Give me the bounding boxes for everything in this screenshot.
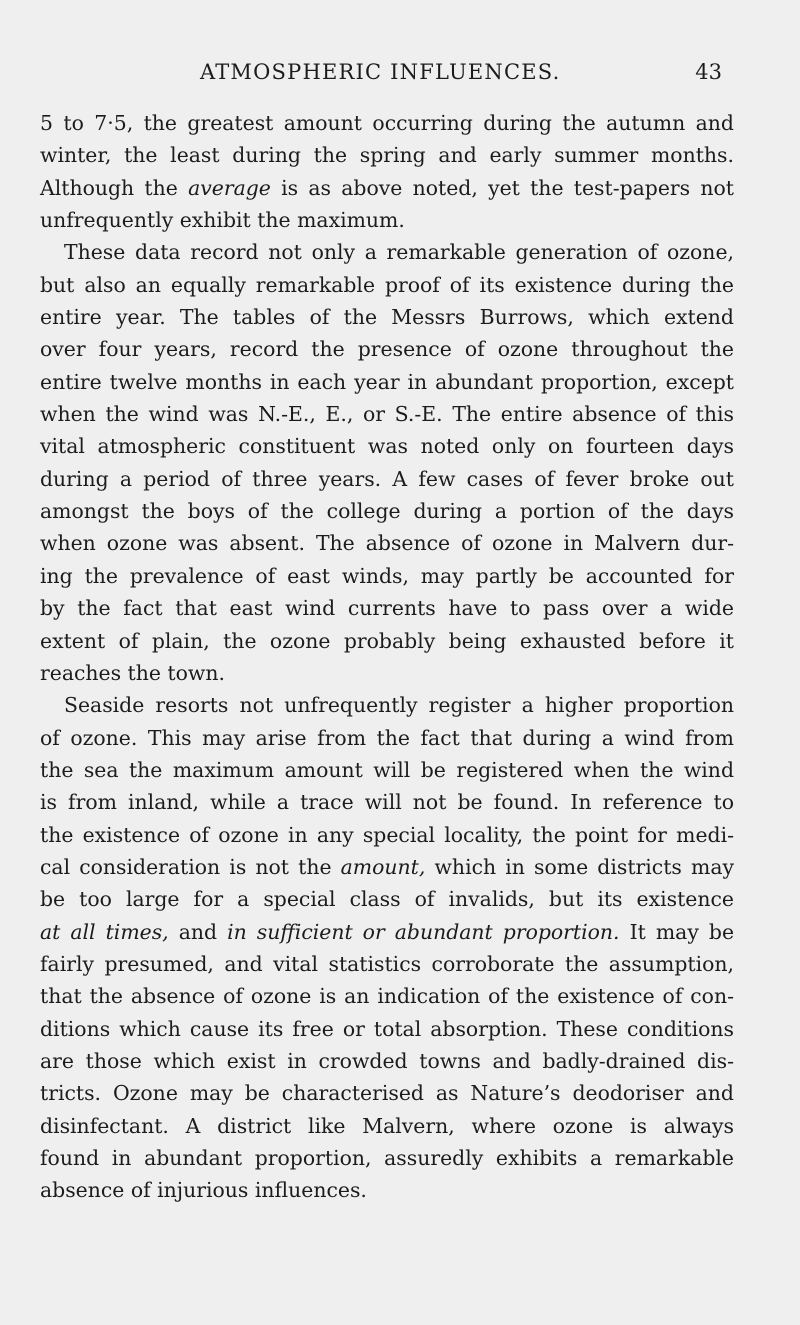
text-run: It may be <box>619 919 735 944</box>
page-number: 43 <box>695 60 722 84</box>
running-title: ATMOSPHERIC INFLUENCES. <box>200 60 561 84</box>
text-line: vital atmospheric constituent was noted only on fourteen days <box>40 434 734 459</box>
paragraph-first-line: Seaside resorts not unfrequently register a higher proportion <box>64 693 734 718</box>
text-line <box>40 916 734 948</box>
text-line: absence of injurious influences. <box>40 1178 367 1203</box>
text-line: amongst the boys of the college during a portion of the days <box>40 499 734 524</box>
text-line: 5 to 7·5, the greatest amount occurring during the autumn and <box>40 111 734 135</box>
body-text <box>40 107 734 1207</box>
text-line <box>40 172 734 204</box>
text-line: entire twelve months in each year in abundant proportion, except <box>40 369 734 394</box>
paragraph-first-line: These data record not only a remarkable generation of ozone, <box>64 240 734 265</box>
text-line: by the fact that east wind currents have to pass over a wide <box>40 596 734 621</box>
text-line: disinfectant. A district like Malvern, where ozone is always <box>40 1113 734 1138</box>
italic-run: amount, <box>340 854 426 879</box>
text-line: when ozone was absent. The absence of ozone in Malvern dur- <box>40 531 734 556</box>
text-line: winter, the least during the spring and early summer months. <box>40 143 734 168</box>
text-line: reaches the town. <box>40 660 225 685</box>
text-line: ditions which cause its free or total absorption. These conditions <box>40 1016 734 1041</box>
text-line: found in abundant proportion, assuredly exhibits a remarkable <box>40 1146 734 1170</box>
running-head <box>0 60 800 90</box>
italic-run: at all times, <box>40 919 169 944</box>
text-line: is from inland, while a trace will not be found. In reference to <box>40 790 734 815</box>
text-line: that the absence of ozone is an indication of the existence of con- <box>40 984 734 1009</box>
text-line: fairly presumed, and vital statistics corroborate the assumption, <box>40 951 734 976</box>
text-line: are those which exist in crowded towns and badly-drained dis- <box>40 1048 734 1073</box>
text-line: the sea the maximum amount will be registered when the wind <box>40 757 734 782</box>
text-run: which in some districts may <box>425 854 734 879</box>
text-run: and <box>168 919 228 944</box>
text-line: during a period of three years. A few cases of fever broke out <box>40 466 734 491</box>
text-run: Although the <box>40 175 189 200</box>
text-line <box>40 851 734 883</box>
text-line: tricts. Ozone may be characterised as Nature’s deodoriser and <box>40 1081 734 1106</box>
text-line: be too large for a special class of invalids, but its existence <box>40 887 734 912</box>
text-line: ing the prevalence of east winds, may partly be accounted for <box>40 563 734 588</box>
text-line: extent of plain, the ozone probably being exhausted before it <box>40 628 734 653</box>
text-line: of ozone. This may arise from the fact that during a wind from <box>40 725 734 750</box>
text-line: entire year. The tables of the Messrs Burrows, which extend <box>40 305 734 330</box>
italic-run: in sufficient or abundant proportion. <box>227 919 620 944</box>
text-run: is as above noted, yet the test-papers not <box>270 175 734 200</box>
text-line: over four years, record the presence of ozone throughout the <box>40 337 734 362</box>
text-line: the existence of ozone in any special locality, the point for medi- <box>40 822 734 847</box>
text-run: cal consideration is not the <box>40 854 341 879</box>
text-line: when the wind was N.-E., E., or S.-E. The entire absence of this <box>40 402 734 427</box>
text-line: unfrequently exhibit the maximum. <box>40 208 405 233</box>
text-line: but also an equally remarkable proof of its existence during the <box>40 272 734 297</box>
italic-run: average <box>188 175 271 200</box>
